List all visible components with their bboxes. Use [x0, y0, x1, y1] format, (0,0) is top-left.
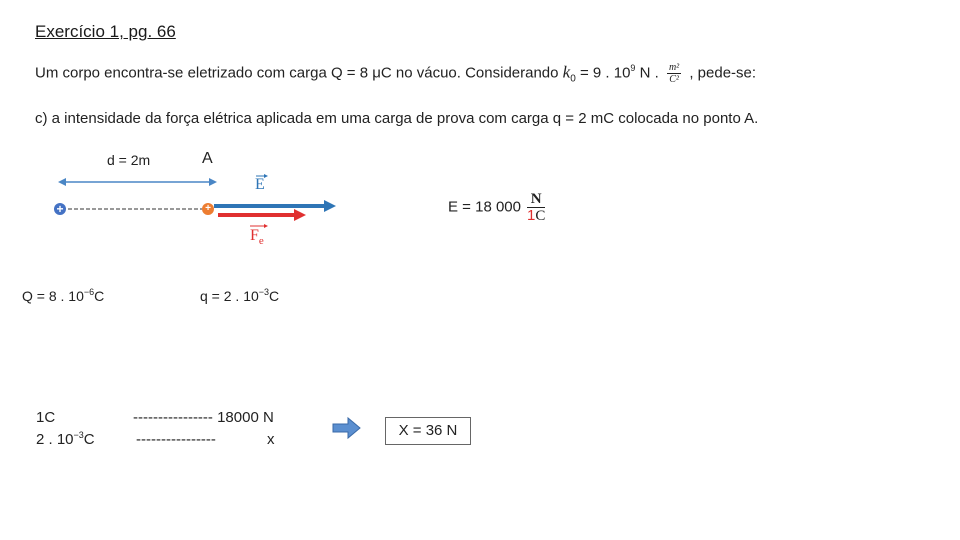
rule-row2-x: x [267, 431, 275, 448]
rule-row2-base: 2 . 10 [36, 431, 74, 448]
result-box: X = 36 N [385, 417, 471, 445]
force-label-letter: F [250, 227, 259, 244]
field-value-text: E = 18 000 [448, 198, 521, 216]
field-unit-den-prefix: 1 [526, 207, 536, 224]
question-c: c) a intensidade da força elétrica aplicada em uma carga de prova com carga q = 2 mC colocada no ponto A. [35, 110, 759, 127]
field-unit-numerator: N [527, 191, 545, 208]
implies-arrow-icon [333, 418, 360, 438]
unit-fraction-numerator: m² [668, 62, 680, 73]
source-charge-unit: C [94, 288, 105, 304]
unit-fraction-denominator: C² [669, 74, 679, 85]
electric-field-arrow [214, 200, 336, 212]
statement-prefix: Um corpo encontra-se eletrizado com carga Q = 8 μC no vácuo. Considerando [35, 64, 563, 82]
statement-suffix: , pede-se: [685, 64, 757, 82]
force-label-sub: e [258, 235, 264, 248]
rule-row1-mid: ---------------- 18000 N [133, 409, 274, 426]
distance-label: d = 2m [107, 152, 151, 168]
source-charge-icon: + [54, 203, 66, 215]
test-charge-icon: + [202, 203, 214, 215]
source-charge-value [22, 288, 104, 304]
k-unit: N . [635, 64, 663, 82]
k-symbol: k [562, 62, 571, 82]
rule-row2-mid: ---------------- [136, 431, 216, 448]
k-exponent: 9 [630, 63, 636, 74]
rule-row2-exp: −3 [73, 430, 84, 440]
rule-row2-unit: C [83, 431, 95, 448]
electric-force-arrow [218, 209, 306, 221]
distance-arrow [58, 178, 217, 186]
field-value [448, 191, 545, 224]
field-unit-fraction [527, 191, 545, 224]
field-unit-den-letter: C [535, 208, 546, 224]
field-label: E [255, 176, 265, 193]
k-subscript: 0 [570, 73, 576, 85]
force-label [250, 227, 264, 247]
page-title: Exercício 1, pg. 66 [35, 22, 176, 41]
point-a-label: A [202, 150, 213, 167]
test-charge-unit: C [269, 288, 280, 304]
rule-row2-left [36, 431, 95, 448]
k-value: = 9 . 10 [575, 64, 631, 82]
source-charge-exp: −6 [83, 287, 95, 297]
test-charge-value [200, 288, 279, 304]
test-charge-exp: −3 [258, 287, 270, 297]
source-charge-base: Q = 8 . 10 [22, 288, 84, 304]
rule-row1-left: 1C [36, 409, 56, 426]
test-charge-base: q = 2 . 10 [200, 288, 259, 304]
field-unit-denominator [527, 208, 545, 224]
